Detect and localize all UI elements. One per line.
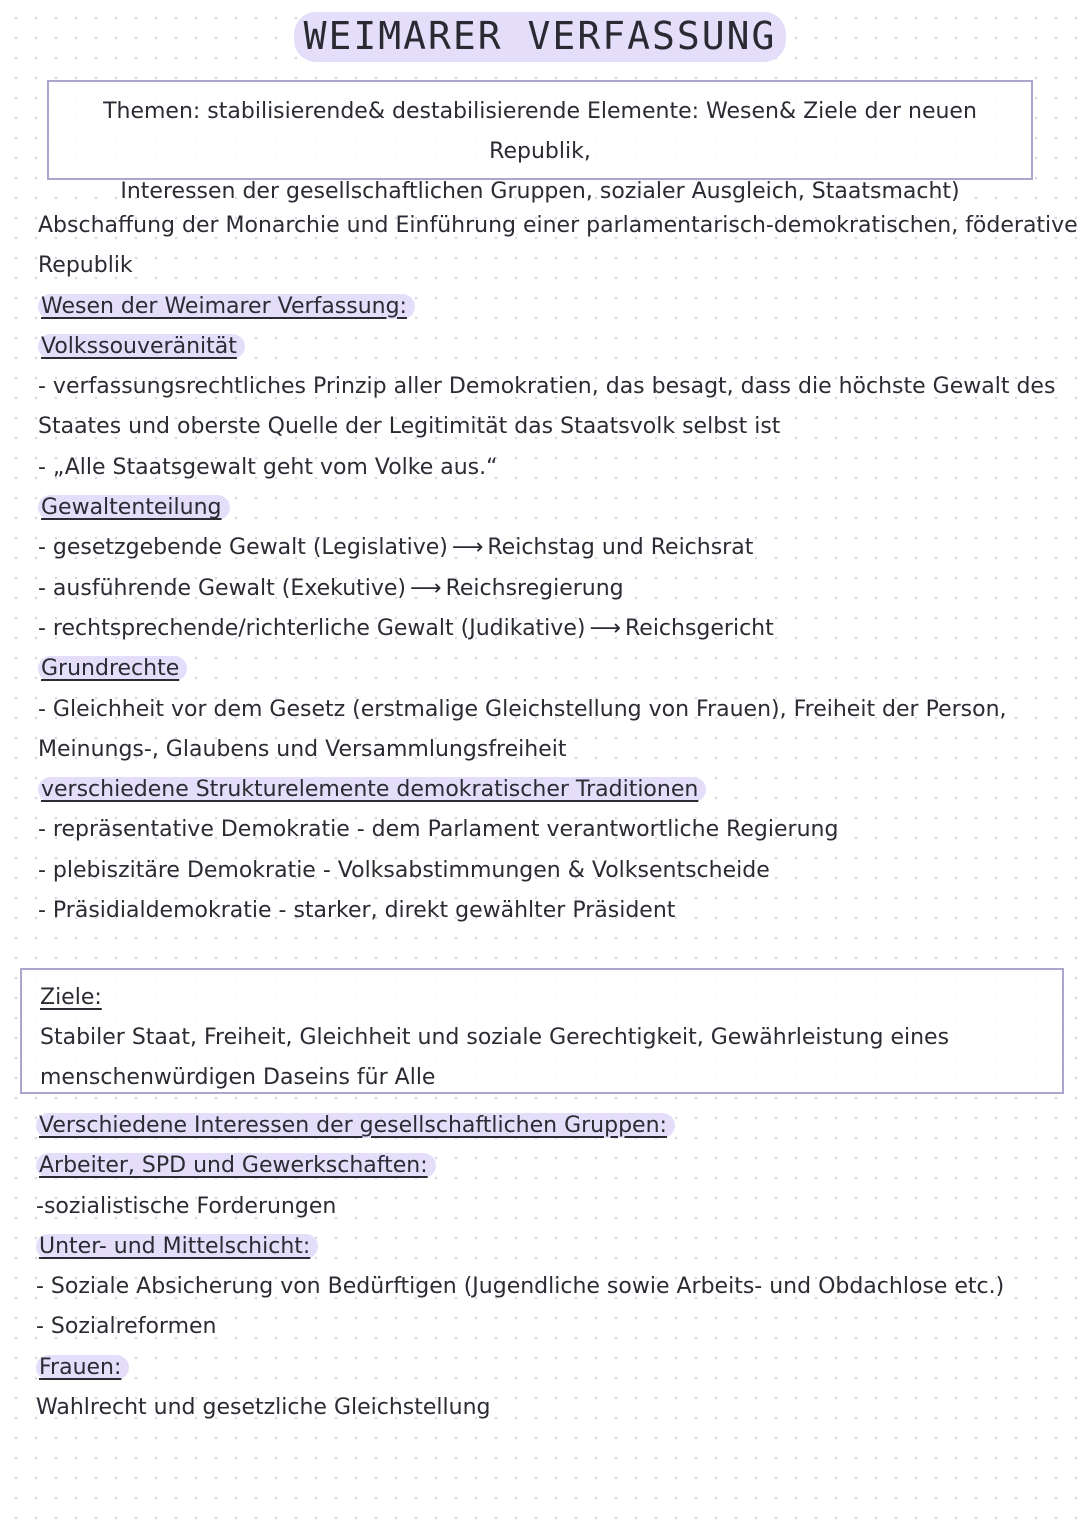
gewalt-label: - gesetzgebende Gewalt (Legislative) <box>38 535 448 561</box>
volkssouveraenitaet-heading: Volkssouveränität <box>38 334 245 359</box>
gewaltenteilung-heading: Gewaltenteilung <box>38 495 230 520</box>
gewalt-organ: Reichsregierung <box>445 575 624 601</box>
intro-line-2: Republik <box>38 253 133 279</box>
wesen-heading: Wesen der Weimarer Verfassung: <box>38 294 415 319</box>
struktur-heading: verschiedene Strukturelemente demokratischer Traditionen <box>38 777 706 802</box>
arbeiter-heading: Arbeiter, SPD und Gewerkschaften: <box>36 1153 436 1178</box>
mittelschicht-line-1: - Soziale Absicherung von Bedürftigen (Jugendliche sowie Arbeits- und Obdachlose etc.) <box>36 1274 1005 1300</box>
grundrechte-heading: Grundrechte <box>38 656 187 681</box>
grundrechte-line-1: - Gleichheit vor dem Gesetz (erstmalige Gleichstellung von Frauen), Freiheit der Person, <box>38 696 1007 722</box>
mittelschicht-line-2: - Sozialreformen <box>36 1314 217 1340</box>
mittelschicht-heading: Unter- und Mittelschicht: <box>36 1234 318 1259</box>
themes-line-1: Themen: stabilisierende& destabilisierende Elemente: Wesen& Ziele der neuen Republik, <box>103 99 977 164</box>
struktur-item: - Präsidialdemokratie - starker, direkt gewählter Präsident <box>38 898 676 924</box>
grundrechte-line-2: Meinungs-, Glaubens und Versammlungsfreiheit <box>38 736 567 762</box>
ziele-box <box>20 968 1064 1094</box>
frauen-line-1: Wahlrecht und gesetzliche Gleichstellung <box>36 1395 491 1421</box>
interessen-heading: Verschiedene Interessen der gesellschaftlichen Gruppen: <box>36 1113 675 1138</box>
arbeiter-line-1: -sozialistische Forderungen <box>36 1193 337 1219</box>
page-title-wrapper <box>0 12 1080 62</box>
gewaltenteilung-item <box>38 569 1058 609</box>
gewalt-organ: Reichstag und Reichsrat <box>487 535 754 561</box>
gewalt-label: - rechtsprechende/richterliche Gewalt (Judikative) <box>38 615 586 641</box>
ziele-line-1: Stabiler Staat, Freiheit, Gleichheit und soziale Gerechtigkeit, Gewährleistung eines <box>40 1025 950 1050</box>
intro-line-1: Abschaffung der Monarchie und Einführung einer parlamentarisch-demokratischen, föderative <box>38 213 1078 238</box>
gewalt-organ: Reichsgericht <box>624 615 774 641</box>
struktur-item: - repräsentative Demokratie - dem Parlament verantwortliche Regierung <box>38 817 839 843</box>
volkssouveraenitaet-line-1: - verfassungsrechtliches Prinzip aller Demokratien, das besagt, dass die höchste Gewalt des <box>38 374 1056 400</box>
page-title: WEIMARER VERFASSUNG <box>294 12 787 62</box>
frauen-heading: Frauen: <box>36 1355 129 1380</box>
arrow-right-icon: ⟶ <box>451 535 484 561</box>
themes-box <box>47 80 1033 204</box>
themes-line-2: Interessen der gesellschaftlichen Gruppen, sozialer Ausgleich, Staatsmacht) <box>120 179 960 204</box>
gewalt-label: - ausführende Gewalt (Exekutive) <box>38 575 407 601</box>
arrow-right-icon: ⟶ <box>589 615 621 641</box>
gewaltenteilung-item <box>38 609 1058 649</box>
volkssouveraenitaet-line-2: Staates und oberste Quelle der Legitimität das Staatsvolk selbst ist <box>38 414 781 440</box>
interessen-notes <box>36 1106 1056 1428</box>
gewaltenteilung-item <box>38 528 1058 568</box>
themes-text <box>49 92 1031 212</box>
ziele-heading: Ziele: <box>40 985 102 1010</box>
main-notes <box>38 206 1078 931</box>
arrow-right-icon: ⟶ <box>410 575 442 601</box>
struktur-item: - plebiszitäre Demokratie - Volksabstimmungen & Volksentscheide <box>38 857 770 883</box>
ziele-line-2: menschenwürdigen Daseins für Alle <box>40 1065 436 1090</box>
volkssouveraenitaet-line-3: - „Alle Staatsgewalt geht vom Volke aus.“ <box>38 454 498 480</box>
